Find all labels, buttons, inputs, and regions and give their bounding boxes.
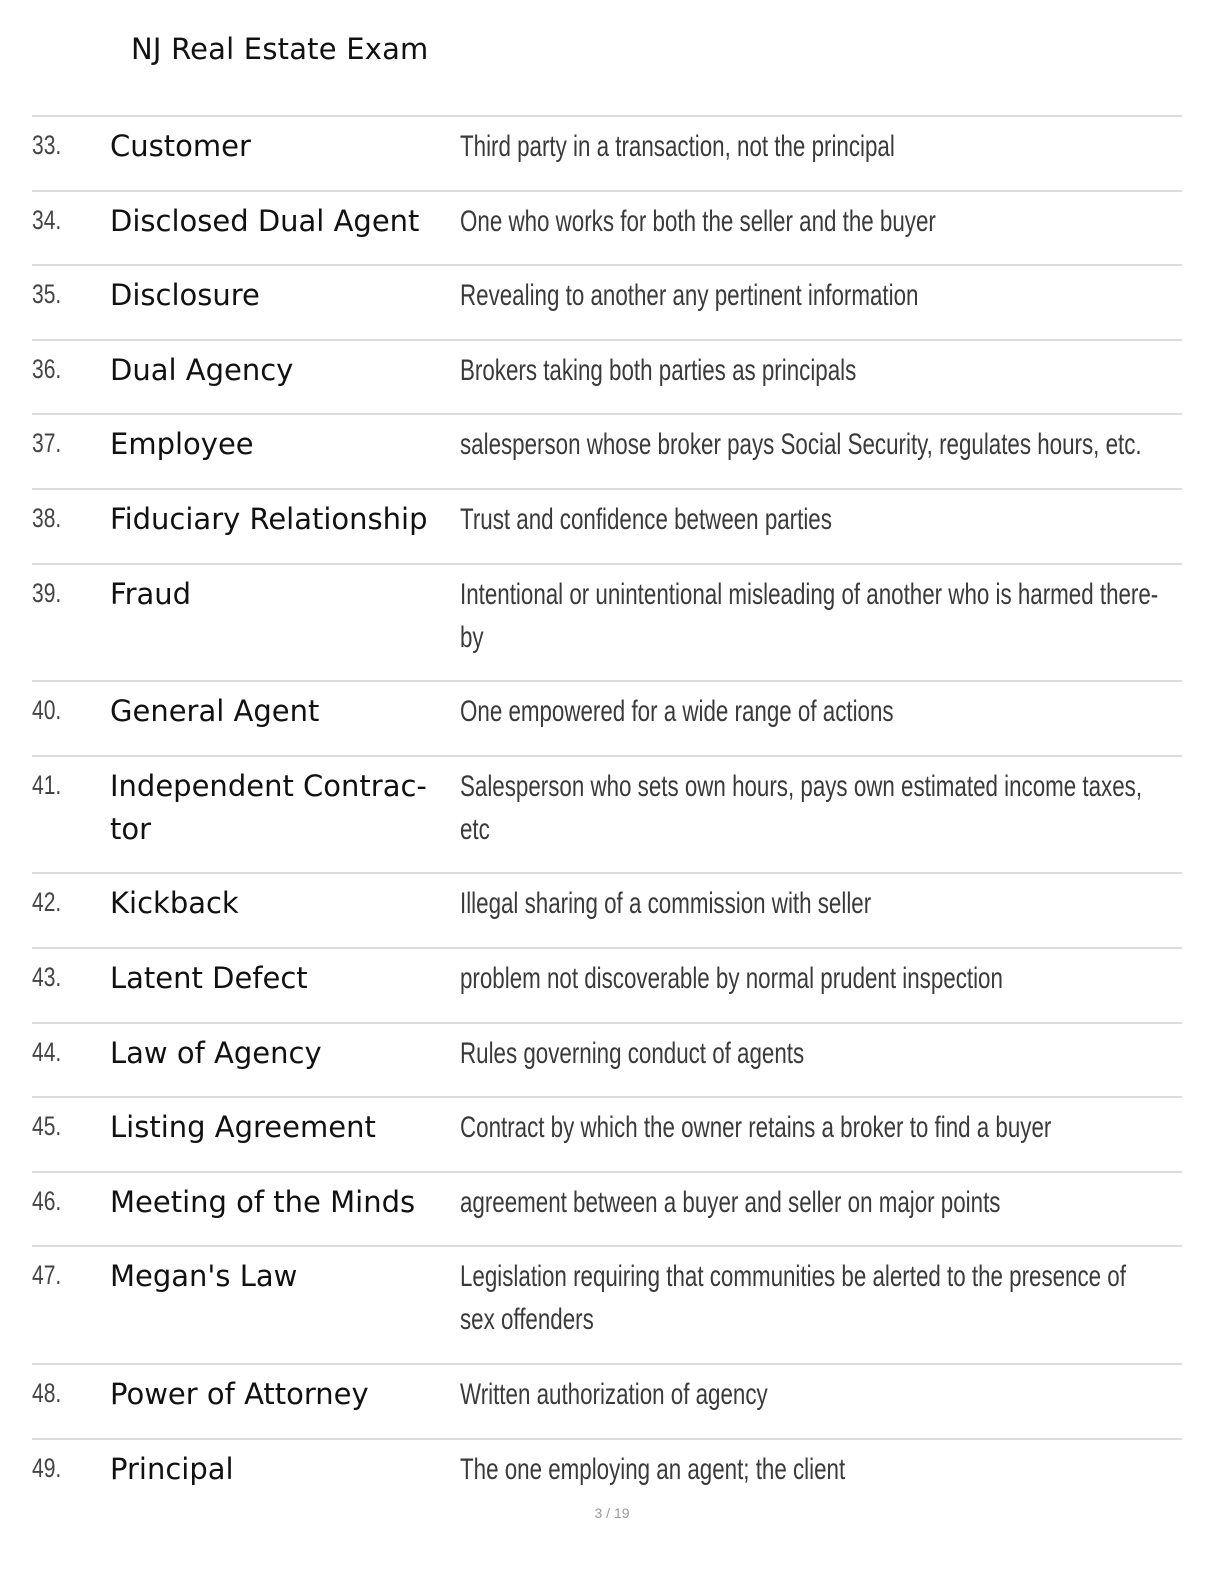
- term-definition: agreement between a buyer and seller on major points: [460, 1185, 1001, 1219]
- term-number: 45.: [32, 1111, 62, 1142]
- term-definition: Trust and confidence between parties: [460, 502, 832, 536]
- term-definition: Brokers taking both parties as principals: [460, 353, 857, 387]
- term-definition: Contract by which the owner retains a broker to find a buyer: [460, 1111, 1052, 1145]
- term-name: Disclosed Dual Agent: [110, 203, 420, 238]
- term-name: Fraud: [110, 576, 192, 611]
- term-number: 41.: [32, 769, 62, 800]
- term-name: Megan's Law: [110, 1259, 298, 1294]
- term-name: Kickback: [110, 886, 239, 921]
- table-row: [32, 1098, 1182, 1173]
- table-row: [32, 490, 1182, 565]
- term-definition: One empowered for a wide range of actions: [460, 695, 894, 729]
- term-number: 38.: [32, 502, 62, 533]
- term-number: 34.: [32, 204, 62, 235]
- table-row: [32, 415, 1182, 490]
- table-row: [32, 949, 1182, 1024]
- term-name: Listing Agreement: [110, 1110, 376, 1145]
- term-name: Independent Contrac-tor: [110, 768, 427, 846]
- term-definition: Written authorization of agency: [460, 1377, 768, 1411]
- term-number: 40.: [32, 695, 62, 726]
- table-row: [32, 117, 1182, 192]
- term-definition: Intentional or unintentional misleading of another who is harmed there-by: [460, 577, 1159, 654]
- term-number: 49.: [32, 1452, 62, 1483]
- term-name: Law of Agency: [110, 1035, 322, 1070]
- table-row: [32, 757, 1182, 875]
- table-row: [32, 1173, 1182, 1248]
- term-number: 42.: [32, 887, 62, 918]
- table-row: [32, 874, 1182, 949]
- term-name: Employee: [110, 427, 254, 462]
- term-definition: Rules governing conduct of agents: [460, 1036, 805, 1070]
- term-definition: problem not discoverable by normal prudent inspection: [460, 961, 1003, 995]
- term-name: Principal: [110, 1451, 234, 1486]
- term-definition: salesperson whose broker pays Social Security, regulates hours, etc.: [460, 428, 1142, 462]
- table-row: [32, 1365, 1182, 1440]
- term-number: 47.: [32, 1260, 62, 1291]
- term-definition: Illegal sharing of a commission with seller: [460, 887, 872, 921]
- table-row: [32, 1024, 1182, 1099]
- term-definition: Legislation requiring that communities be alerted to the presence of sex offenders: [460, 1260, 1126, 1337]
- term-name: Disclosure: [110, 278, 260, 313]
- term-name: Meeting of the Minds: [110, 1184, 416, 1219]
- table-row: [32, 192, 1182, 267]
- term-number: 39.: [32, 577, 62, 608]
- term-number: 43.: [32, 961, 62, 992]
- term-definition: Salesperson who sets own hours, pays own estimated income taxes, etc: [460, 769, 1143, 846]
- table-row: [32, 682, 1182, 757]
- term-definition: The one employing an agent; the client: [460, 1452, 846, 1486]
- term-number: 46.: [32, 1185, 62, 1216]
- term-definition: One who works for both the seller and the buyer: [460, 204, 936, 238]
- table-row: [32, 1440, 1182, 1515]
- term-number: 33.: [32, 130, 62, 160]
- term-number: 48.: [32, 1377, 62, 1408]
- table-row: [32, 341, 1182, 416]
- table-row: [32, 565, 1182, 683]
- term-number: 37.: [32, 428, 62, 459]
- term-name: General Agent: [110, 694, 320, 729]
- term-number: 35.: [32, 279, 62, 310]
- term-definition: Third party in a transaction, not the principal: [460, 130, 895, 163]
- term-name: Fiduciary Relationship: [110, 501, 428, 536]
- term-name: Dual Agency: [110, 352, 294, 387]
- page-title: NJ Real Estate Exam: [131, 32, 429, 66]
- page-number: 3 / 19: [594, 1505, 630, 1521]
- term-name: Customer: [110, 129, 251, 163]
- table-row: [32, 266, 1182, 341]
- term-table: [32, 115, 1182, 1514]
- term-definition: Revealing to another any pertinent information: [460, 279, 919, 313]
- table-row: [32, 1247, 1182, 1365]
- term-name: Latent Defect: [110, 960, 308, 995]
- term-number: 44.: [32, 1036, 62, 1067]
- term-number: 36.: [32, 353, 62, 384]
- term-name: Power of Attorney: [110, 1376, 369, 1411]
